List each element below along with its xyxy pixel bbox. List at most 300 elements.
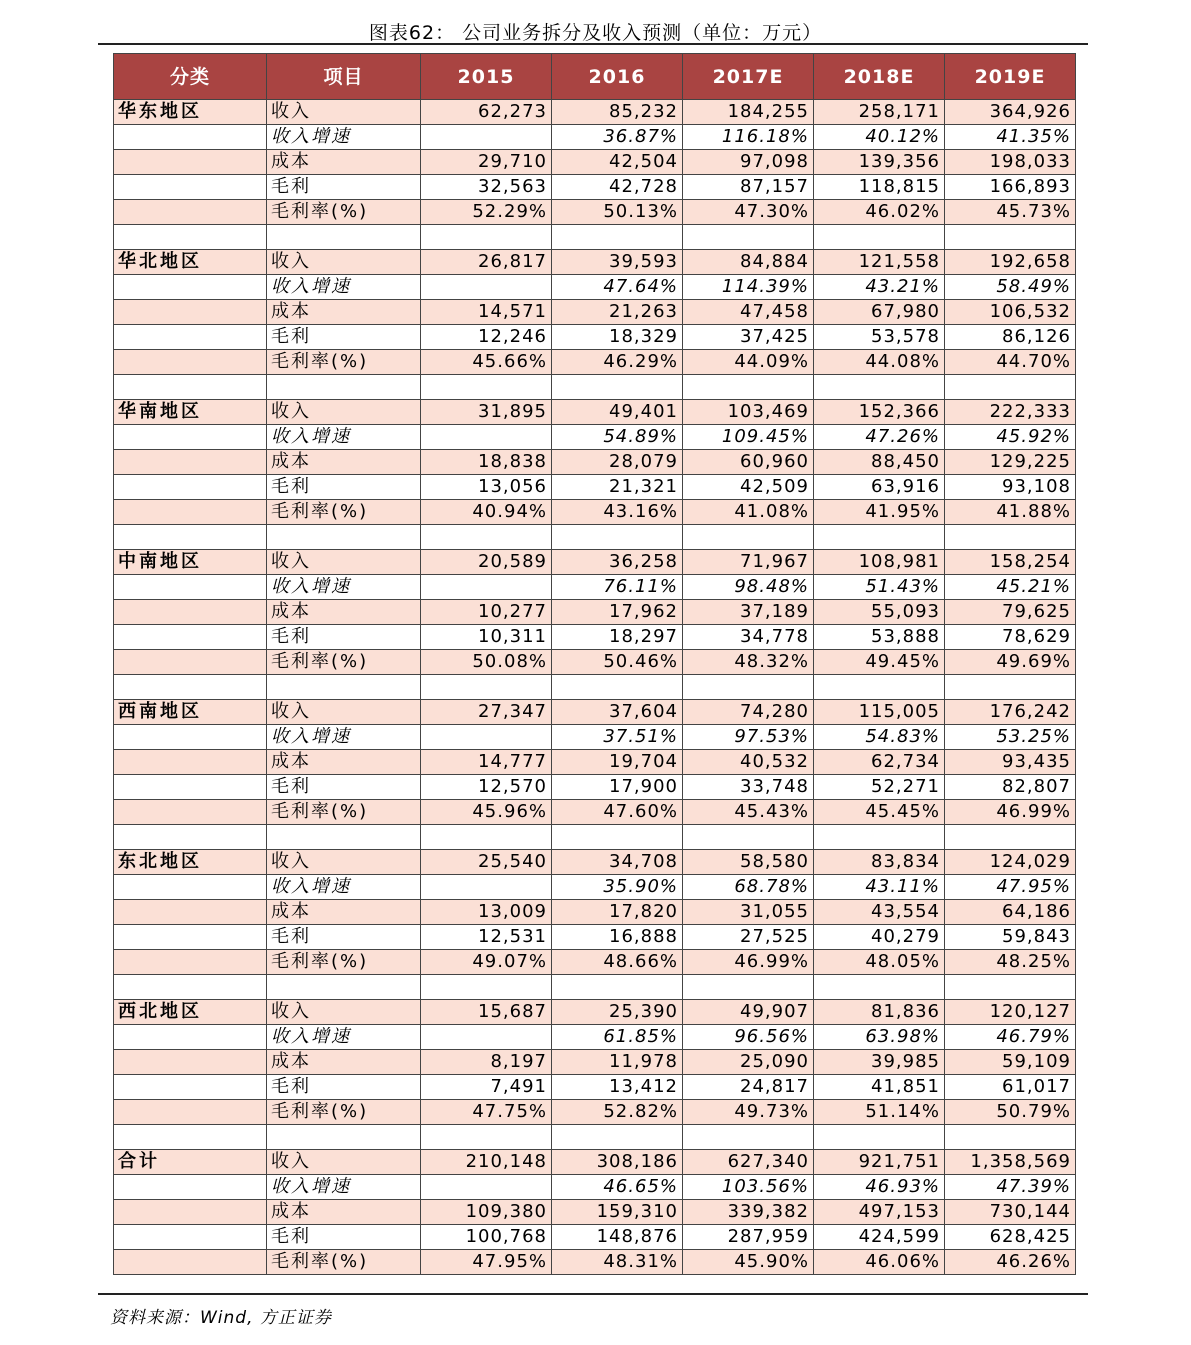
value-cell: 59,843: [945, 925, 1076, 950]
header-year-2019e: 2019E: [945, 54, 1076, 100]
value-cell: 25,390: [552, 1000, 683, 1025]
item-label: 毛利率(%): [267, 200, 421, 225]
region-cell: [114, 500, 267, 525]
value-cell: 42,728: [552, 175, 683, 200]
region-cell: [114, 950, 267, 975]
spacer-cell: [945, 1125, 1076, 1150]
value-cell: 49.73%: [683, 1100, 814, 1125]
table-title: 图表62： 公司业务拆分及收入预测（单位：万元）: [368, 22, 823, 44]
value-cell: 47.39%: [945, 1175, 1076, 1200]
table-row: [114, 500, 1076, 525]
region-cell: [114, 650, 267, 675]
region-cell: [114, 1225, 267, 1250]
value-cell: 24,817: [683, 1075, 814, 1100]
value-cell: 46.02%: [814, 200, 945, 225]
spacer-cell: [421, 1125, 552, 1150]
value-cell: 49.07%: [421, 950, 552, 975]
spacer-cell: [114, 975, 267, 1000]
table-row: [114, 725, 1076, 750]
region-cell: [114, 300, 267, 325]
value-cell: [421, 875, 552, 900]
spacer-row: [114, 525, 1076, 550]
table-row: [114, 1175, 1076, 1200]
value-cell: 921,751: [814, 1150, 945, 1175]
item-label: 收入增速: [267, 275, 421, 300]
value-cell: 47.60%: [552, 800, 683, 825]
value-cell: 118,815: [814, 175, 945, 200]
item-label: 毛利率(%): [267, 650, 421, 675]
value-cell: 17,900: [552, 775, 683, 800]
region-cell: [114, 925, 267, 950]
value-cell: 47.26%: [814, 425, 945, 450]
item-label: 毛利率(%): [267, 800, 421, 825]
value-cell: 18,838: [421, 450, 552, 475]
item-label: 毛利率(%): [267, 500, 421, 525]
table-row: [114, 150, 1076, 175]
table-row: [114, 475, 1076, 500]
value-cell: 45.73%: [945, 200, 1076, 225]
value-cell: 67,980: [814, 300, 945, 325]
spacer-cell: [114, 525, 267, 550]
value-cell: 45.21%: [945, 575, 1076, 600]
spacer-cell: [421, 375, 552, 400]
value-cell: 45.92%: [945, 425, 1076, 450]
spacer-cell: [814, 675, 945, 700]
value-cell: 36.87%: [552, 125, 683, 150]
value-cell: 37,604: [552, 700, 683, 725]
spacer-cell: [114, 675, 267, 700]
spacer-row: [114, 675, 1076, 700]
value-cell: 16,888: [552, 925, 683, 950]
value-cell: 58,580: [683, 850, 814, 875]
spacer-row: [114, 225, 1076, 250]
item-label: 收入: [267, 850, 421, 875]
value-cell: 198,033: [945, 150, 1076, 175]
region-cell: [114, 200, 267, 225]
value-cell: 46.93%: [814, 1175, 945, 1200]
value-cell: 37,189: [683, 600, 814, 625]
value-cell: 64,186: [945, 900, 1076, 925]
table-row: [114, 200, 1076, 225]
region-cell: [114, 625, 267, 650]
value-cell: [421, 725, 552, 750]
value-cell: 210,148: [421, 1150, 552, 1175]
value-cell: 14,571: [421, 300, 552, 325]
header-row: [114, 54, 1076, 100]
table-row: [114, 775, 1076, 800]
spacer-cell: [114, 375, 267, 400]
table-row: [114, 325, 1076, 350]
item-label: 收入增速: [267, 125, 421, 150]
value-cell: 79,625: [945, 600, 1076, 625]
spacer-cell: [552, 825, 683, 850]
value-cell: 13,412: [552, 1075, 683, 1100]
spacer-cell: [945, 375, 1076, 400]
value-cell: 308,186: [552, 1150, 683, 1175]
value-cell: 42,509: [683, 475, 814, 500]
region-cell: [114, 450, 267, 475]
value-cell: 46.99%: [945, 800, 1076, 825]
value-cell: 44.08%: [814, 350, 945, 375]
value-cell: 45.45%: [814, 800, 945, 825]
value-cell: 93,435: [945, 750, 1076, 775]
spacer-cell: [814, 225, 945, 250]
value-cell: 424,599: [814, 1225, 945, 1250]
value-cell: 10,311: [421, 625, 552, 650]
spacer-cell: [114, 1125, 267, 1150]
value-cell: 34,708: [552, 850, 683, 875]
value-cell: 8,197: [421, 1050, 552, 1075]
value-cell: 18,329: [552, 325, 683, 350]
spacer-cell: [267, 675, 421, 700]
header-year-2017e: 2017E: [683, 54, 814, 100]
spacer-cell: [683, 375, 814, 400]
table-row: [114, 400, 1076, 425]
value-cell: 59,109: [945, 1050, 1076, 1075]
item-label: 成本: [267, 1050, 421, 1075]
region-cell: [114, 1175, 267, 1200]
table-row: [114, 250, 1076, 275]
value-cell: 62,273: [421, 100, 552, 125]
spacer-row: [114, 975, 1076, 1000]
value-cell: 184,255: [683, 100, 814, 125]
region-cell: [114, 725, 267, 750]
region-cell: [114, 775, 267, 800]
value-cell: 46.26%: [945, 1250, 1076, 1275]
value-cell: 50.79%: [945, 1100, 1076, 1125]
value-cell: 54.89%: [552, 425, 683, 450]
header-year-2015: 2015: [421, 54, 552, 100]
spacer-cell: [267, 525, 421, 550]
spacer-cell: [552, 975, 683, 1000]
spacer-cell: [267, 225, 421, 250]
value-cell: 41,851: [814, 1075, 945, 1100]
spacer-cell: [945, 225, 1076, 250]
value-cell: 97,098: [683, 150, 814, 175]
value-cell: 53,578: [814, 325, 945, 350]
value-cell: 43.16%: [552, 500, 683, 525]
value-cell: 54.83%: [814, 725, 945, 750]
spacer-cell: [945, 825, 1076, 850]
spacer-cell: [267, 975, 421, 1000]
value-cell: 41.35%: [945, 125, 1076, 150]
value-cell: 45.96%: [421, 800, 552, 825]
value-cell: 364,926: [945, 100, 1076, 125]
value-cell: 29,710: [421, 150, 552, 175]
forecast-table: [113, 53, 1076, 1275]
table-row: [114, 925, 1076, 950]
value-cell: 17,820: [552, 900, 683, 925]
region-cell: [114, 750, 267, 775]
table-row: [114, 575, 1076, 600]
value-cell: 159,310: [552, 1200, 683, 1225]
spacer-cell: [114, 825, 267, 850]
value-cell: 21,321: [552, 475, 683, 500]
spacer-cell: [421, 825, 552, 850]
table-row: [114, 1250, 1076, 1275]
spacer-cell: [421, 525, 552, 550]
item-label: 收入: [267, 250, 421, 275]
table-row: [114, 350, 1076, 375]
region-cell: [114, 900, 267, 925]
value-cell: 28,079: [552, 450, 683, 475]
spacer-cell: [683, 225, 814, 250]
value-cell: 47.95%: [945, 875, 1076, 900]
value-cell: 50.13%: [552, 200, 683, 225]
value-cell: [421, 125, 552, 150]
value-cell: 49,401: [552, 400, 683, 425]
table-row: [114, 1025, 1076, 1050]
region-cell: [114, 800, 267, 825]
spacer-cell: [552, 525, 683, 550]
region-cell: [114, 1075, 267, 1100]
value-cell: 37.51%: [552, 725, 683, 750]
item-label: 毛利: [267, 1075, 421, 1100]
value-cell: 45.66%: [421, 350, 552, 375]
spacer-cell: [552, 1125, 683, 1150]
value-cell: 730,144: [945, 1200, 1076, 1225]
region-cell: [114, 175, 267, 200]
table-row: [114, 650, 1076, 675]
value-cell: 53,888: [814, 625, 945, 650]
value-cell: 47.30%: [683, 200, 814, 225]
table-row: [114, 1050, 1076, 1075]
value-cell: 41.88%: [945, 500, 1076, 525]
item-label: 成本: [267, 300, 421, 325]
value-cell: 61,017: [945, 1075, 1076, 1100]
region-name: 合计: [114, 1150, 267, 1175]
value-cell: 60,960: [683, 450, 814, 475]
item-label: 收入增速: [267, 1025, 421, 1050]
table-row: [114, 1075, 1076, 1100]
value-cell: 96.56%: [683, 1025, 814, 1050]
item-label: 收入: [267, 550, 421, 575]
table-row: [114, 1100, 1076, 1125]
value-cell: 627,340: [683, 1150, 814, 1175]
value-cell: 129,225: [945, 450, 1076, 475]
item-label: 收入增速: [267, 575, 421, 600]
value-cell: 27,525: [683, 925, 814, 950]
value-cell: 86,126: [945, 325, 1076, 350]
value-cell: 139,356: [814, 150, 945, 175]
region-cell: [114, 150, 267, 175]
value-cell: [421, 275, 552, 300]
value-cell: 47.95%: [421, 1250, 552, 1275]
value-cell: 58.49%: [945, 275, 1076, 300]
value-cell: 49.69%: [945, 650, 1076, 675]
value-cell: 13,056: [421, 475, 552, 500]
value-cell: 339,382: [683, 1200, 814, 1225]
value-cell: 166,893: [945, 175, 1076, 200]
value-cell: [421, 1175, 552, 1200]
value-cell: 13,009: [421, 900, 552, 925]
spacer-cell: [683, 525, 814, 550]
value-cell: 497,153: [814, 1200, 945, 1225]
value-cell: 26,817: [421, 250, 552, 275]
value-cell: 63.98%: [814, 1025, 945, 1050]
value-cell: 124,029: [945, 850, 1076, 875]
region-name: 东北地区: [114, 850, 267, 875]
value-cell: 116.18%: [683, 125, 814, 150]
value-cell: 100,768: [421, 1225, 552, 1250]
value-cell: 71,967: [683, 550, 814, 575]
value-cell: 53.25%: [945, 725, 1076, 750]
value-cell: 43.11%: [814, 875, 945, 900]
spacer-cell: [552, 375, 683, 400]
value-cell: 98.48%: [683, 575, 814, 600]
value-cell: 49,907: [683, 1000, 814, 1025]
region-cell: [114, 325, 267, 350]
table-row: [114, 300, 1076, 325]
value-cell: 152,366: [814, 400, 945, 425]
item-label: 成本: [267, 750, 421, 775]
item-label: 收入: [267, 1000, 421, 1025]
value-cell: 46.29%: [552, 350, 683, 375]
spacer-row: [114, 825, 1076, 850]
value-cell: 48.31%: [552, 1250, 683, 1275]
value-cell: 48.66%: [552, 950, 683, 975]
table-row: [114, 600, 1076, 625]
spacer-cell: [814, 825, 945, 850]
spacer-cell: [814, 975, 945, 1000]
table-row: [114, 625, 1076, 650]
item-label: 毛利: [267, 925, 421, 950]
value-cell: 46.79%: [945, 1025, 1076, 1050]
item-label: 毛利: [267, 475, 421, 500]
header-item: 项目: [267, 54, 421, 100]
value-cell: 44.09%: [683, 350, 814, 375]
value-cell: 62,734: [814, 750, 945, 775]
value-cell: 47.64%: [552, 275, 683, 300]
item-label: 成本: [267, 600, 421, 625]
value-cell: 176,242: [945, 700, 1076, 725]
value-cell: 52.82%: [552, 1100, 683, 1125]
value-cell: 82,807: [945, 775, 1076, 800]
spacer-cell: [814, 525, 945, 550]
value-cell: 20,589: [421, 550, 552, 575]
region-cell: [114, 600, 267, 625]
value-cell: 7,491: [421, 1075, 552, 1100]
spacer-cell: [552, 225, 683, 250]
value-cell: 63,916: [814, 475, 945, 500]
bottom-rule: [98, 1293, 1088, 1295]
value-cell: 50.46%: [552, 650, 683, 675]
spacer-cell: [267, 825, 421, 850]
region-name: 华北地区: [114, 250, 267, 275]
value-cell: 14,777: [421, 750, 552, 775]
spacer-cell: [683, 675, 814, 700]
item-label: 毛利: [267, 175, 421, 200]
value-cell: 39,985: [814, 1050, 945, 1075]
table-row: [114, 875, 1076, 900]
value-cell: 78,629: [945, 625, 1076, 650]
value-cell: 192,658: [945, 250, 1076, 275]
value-cell: 31,895: [421, 400, 552, 425]
item-label: 成本: [267, 900, 421, 925]
table-row: [114, 750, 1076, 775]
value-cell: 103,469: [683, 400, 814, 425]
table-row: [114, 800, 1076, 825]
item-label: 收入: [267, 1150, 421, 1175]
value-cell: 76.11%: [552, 575, 683, 600]
value-cell: 87,157: [683, 175, 814, 200]
value-cell: 148,876: [552, 1225, 683, 1250]
value-cell: 74,280: [683, 700, 814, 725]
value-cell: 52.29%: [421, 200, 552, 225]
value-cell: 32,563: [421, 175, 552, 200]
item-label: 毛利: [267, 1225, 421, 1250]
value-cell: 222,333: [945, 400, 1076, 425]
region-cell: [114, 125, 267, 150]
item-label: 毛利率(%): [267, 1250, 421, 1275]
value-cell: 114.39%: [683, 275, 814, 300]
table-row: [114, 450, 1076, 475]
region-cell: [114, 275, 267, 300]
spacer-cell: [421, 975, 552, 1000]
item-label: 收入增速: [267, 725, 421, 750]
spacer-cell: [421, 675, 552, 700]
value-cell: 121,558: [814, 250, 945, 275]
region-name: 中南地区: [114, 550, 267, 575]
spacer-cell: [945, 975, 1076, 1000]
value-cell: [421, 575, 552, 600]
spacer-cell: [814, 375, 945, 400]
value-cell: 120,127: [945, 1000, 1076, 1025]
value-cell: 106,532: [945, 300, 1076, 325]
value-cell: 40.12%: [814, 125, 945, 150]
table-row: [114, 275, 1076, 300]
item-label: 毛利率(%): [267, 1100, 421, 1125]
value-cell: 44.70%: [945, 350, 1076, 375]
value-cell: 46.65%: [552, 1175, 683, 1200]
spacer-cell: [683, 975, 814, 1000]
header-year-2016: 2016: [552, 54, 683, 100]
item-label: 毛利率(%): [267, 950, 421, 975]
value-cell: 50.08%: [421, 650, 552, 675]
item-label: 毛利率(%): [267, 350, 421, 375]
spacer-cell: [814, 1125, 945, 1150]
table-row: [114, 550, 1076, 575]
value-cell: 115,005: [814, 700, 945, 725]
region-name: 华东地区: [114, 100, 267, 125]
spacer-cell: [683, 1125, 814, 1150]
value-cell: 17,962: [552, 600, 683, 625]
value-cell: 35.90%: [552, 875, 683, 900]
value-cell: 49.45%: [814, 650, 945, 675]
value-cell: 45.90%: [683, 1250, 814, 1275]
value-cell: 27,347: [421, 700, 552, 725]
item-label: 成本: [267, 150, 421, 175]
value-cell: 46.99%: [683, 950, 814, 975]
value-cell: 40.94%: [421, 500, 552, 525]
value-cell: 258,171: [814, 100, 945, 125]
value-cell: 33,748: [683, 775, 814, 800]
value-cell: 41.08%: [683, 500, 814, 525]
value-cell: 68.78%: [683, 875, 814, 900]
source-note: 资料来源：Wind, 方正证券: [110, 1308, 332, 1328]
spacer-row: [114, 1125, 1076, 1150]
value-cell: 36,258: [552, 550, 683, 575]
spacer-cell: [114, 225, 267, 250]
value-cell: 37,425: [683, 325, 814, 350]
value-cell: 10,277: [421, 600, 552, 625]
region-cell: [114, 1100, 267, 1125]
item-label: 毛利: [267, 775, 421, 800]
value-cell: 46.06%: [814, 1250, 945, 1275]
item-label: 收入增速: [267, 875, 421, 900]
region-cell: [114, 1025, 267, 1050]
value-cell: 85,232: [552, 100, 683, 125]
